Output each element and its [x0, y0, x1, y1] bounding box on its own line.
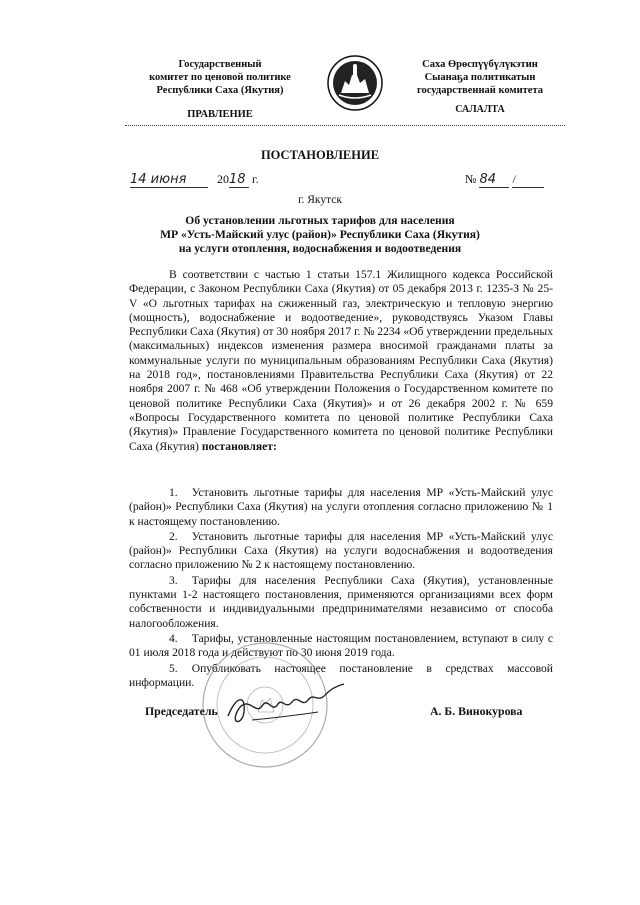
item-text: Установить льготные тарифы для населения МР «Усть-Майский улус (район)» Республики Саха (Якутия) на услуги отопления согласно приложению № 1 к настоящему постановлению. — [129, 486, 553, 528]
item-number: 1. — [169, 486, 178, 499]
signature-role: Председатель — [145, 704, 218, 718]
item-number: 3. — [169, 573, 178, 587]
year-suffix: г. — [252, 172, 259, 186]
title-line1: Об установлении льготных тарифов для населения — [185, 214, 455, 227]
number-line — [465, 172, 544, 188]
signature-name: А. Б. Винокурова — [430, 704, 523, 718]
number-suffix: / — [512, 172, 544, 188]
number-prefix: № — [465, 172, 477, 186]
header-left-line2: комитет по ценовой политике — [149, 72, 291, 83]
item-text: Установить льготные тарифы для населения МР «Усть-Майский улус (район)» Республики Саха (Якутия) на услуги водоснабжения и водоотведения согласно приложению № 2 к настоящему постановлению. — [129, 529, 553, 572]
item-number: 5. — [169, 661, 178, 675]
item-number: 2. — [169, 529, 178, 543]
city: г. Якутск — [298, 194, 342, 206]
item-text: Опубликовать настоящее постановление в средствах массовой информации. — [129, 661, 553, 689]
header-right-line1: Саха Өрөспүүбүлүкэтин — [422, 59, 538, 70]
header-right-line2: Сыанаҕа политикатын — [424, 72, 536, 83]
list-item — [129, 486, 553, 529]
board-right: САЛАЛТА — [455, 104, 505, 115]
list-item — [129, 574, 553, 631]
list-item — [129, 530, 553, 573]
date-handwritten: 14 июня — [130, 172, 208, 188]
header-left-line1: Государственный — [178, 59, 262, 70]
title-line3: на услуги отопления, водоснабжения и водоотведения — [178, 242, 462, 255]
year-prefix: 20 — [217, 172, 229, 186]
header-divider — [125, 125, 565, 126]
sakha-emblem-icon — [327, 55, 383, 111]
number-handwritten: 84 — [479, 172, 509, 188]
doc-type: ПОСТАНОВЛЕНИЕ — [260, 148, 380, 162]
handwritten-signature-icon — [222, 676, 352, 736]
title-line2: МР «Усть-Майский улус (район)» Республики Саха (Якутия) — [160, 228, 480, 241]
header-left — [130, 58, 310, 97]
preamble-text: В соответствии с частью 1 статьи 157.1 Жилищного кодекса Российской Федерации, с Законом Республики Саха (Якутия) от 05 декабря 2013 г. 1235-З № 25-V «О льготных тарифах на сжиженный газ, электрическую и тепловую энергию (мощность), водоснабжение и водоотведение», руководствуясь Указом Главы Республики Саха (Якутия) от 30 ноября 2017 г. № 2234 «Об утверждении предельных (максимальных) индексов изменения размера вносимой гражданами платы за коммунальные услуги по муниципальным образованиям Республики Саха (Якутия) на 2018 год», постановлениями Правительства Республики Саха (Якутия) от 22 ноября 2007 г. № 468 «Об утверждении Положения о Государственном комитете по ценовой политике Республики Саха (Якутия)» и от 26 декабря 2002 г. № 659 «Вопросы Государственного комитета по ценовой политике Республики Саха (Якутия)» Правление Государственного комитета по ценовой политике Республики Саха (Якутия) — [129, 268, 554, 453]
decree-word: постановляет: — [201, 439, 277, 453]
header-left-line3: Республики Саха (Якутия) — [156, 85, 284, 96]
items-list — [129, 486, 553, 690]
date-line — [130, 172, 259, 188]
year-handwritten: 18 — [229, 172, 249, 188]
item-number: 4. — [169, 631, 178, 645]
doc-title — [0, 214, 640, 256]
header-right — [400, 58, 560, 97]
header-right-line3: государственнай комитета — [417, 85, 543, 96]
item-text: Тарифы, установленные настоящим постановлением, вступают в силу с 01 июля 2018 года и действуют по 30 июня 2019 года. — [129, 631, 553, 660]
board-left: ПРАВЛЕНИЕ — [187, 109, 253, 120]
item-text: Тарифы для населения Республики Саха (Якутия), установленные пунктами 1-2 настоящего постановления, применяются организациями всех форм собственности и индивидуальными предпринимателями независимо от способа налогообложения. — [129, 573, 553, 630]
preamble — [129, 268, 553, 454]
list-item — [129, 632, 553, 661]
